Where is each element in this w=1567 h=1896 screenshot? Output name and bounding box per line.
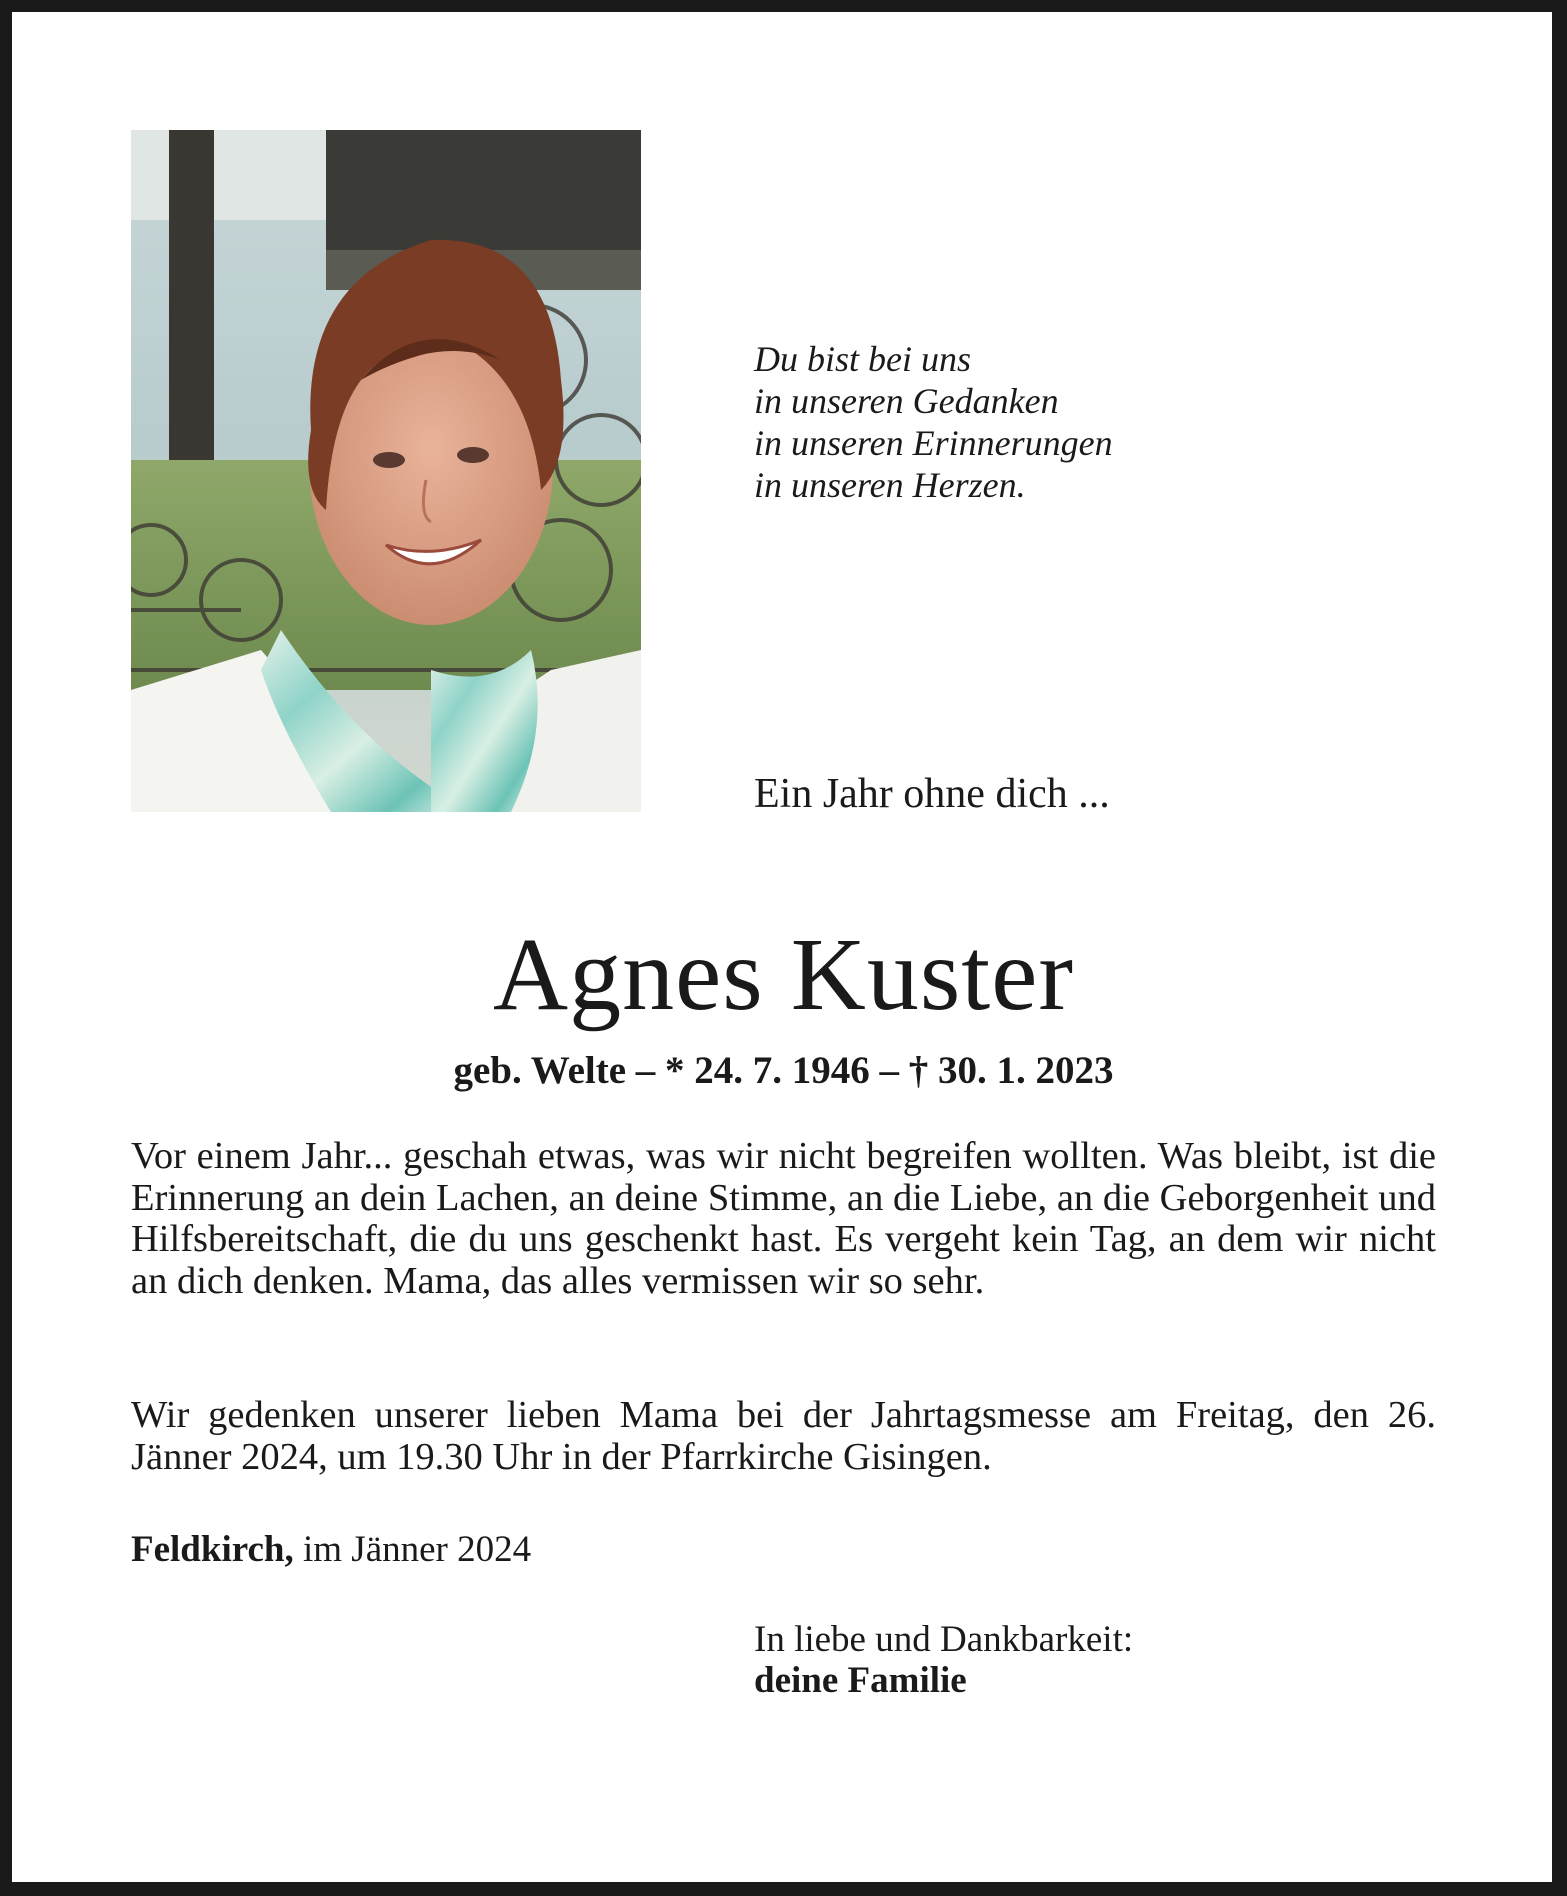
closing-greeting: In liebe und Dankbarkeit: <box>754 1619 1134 1660</box>
closing-signature: deine Familie <box>754 1660 967 1701</box>
portrait-image <box>131 130 641 812</box>
poem-line: in unseren Erinnerungen <box>754 423 1113 463</box>
deceased-name: Agnes Kuster <box>492 917 1074 1032</box>
life-dates: geb. Welte – * 24. 7. 1946 – † 30. 1. 2023 <box>453 1049 1114 1092</box>
poem-line: Du bist bei uns <box>754 339 972 379</box>
place-name: Feldkirch, <box>131 1529 294 1570</box>
poem-line: in unseren Herzen. <box>754 465 1026 505</box>
place-date: im Jänner 2024 <box>303 1529 532 1570</box>
portrait-photo <box>131 130 641 812</box>
closing-block <box>754 1619 1133 1701</box>
memorial-paragraph: Vor einem Jahr... geschah etwas, was wir nicht begreifen wollten. Was bleibt, ist die Erinnerung an dein Lachen, an deine Stimme, an die Liebe, an die Geborgenheit und Hilfsbereitschaft, die du uns geschenkt hast. Es vergeht kein Tag, an dem wir nicht an dich denken. Mama, das alles vermissen wir so sehr. <box>131 1135 1436 1302</box>
mass-announcement: Wir gedenken unserer lieben Mama bei der Jahrtagsmesse am Freitag, den 26. Jänner 2024, um 19.30 Uhr in der Pfarrkirche Gisingen. <box>131 1394 1436 1478</box>
poem-line: in unseren Gedanken <box>754 381 1059 421</box>
intro-heading: Ein Jahr ohne dich ... <box>754 771 1110 817</box>
place-date-line <box>131 1527 531 1573</box>
poem <box>754 338 1113 506</box>
